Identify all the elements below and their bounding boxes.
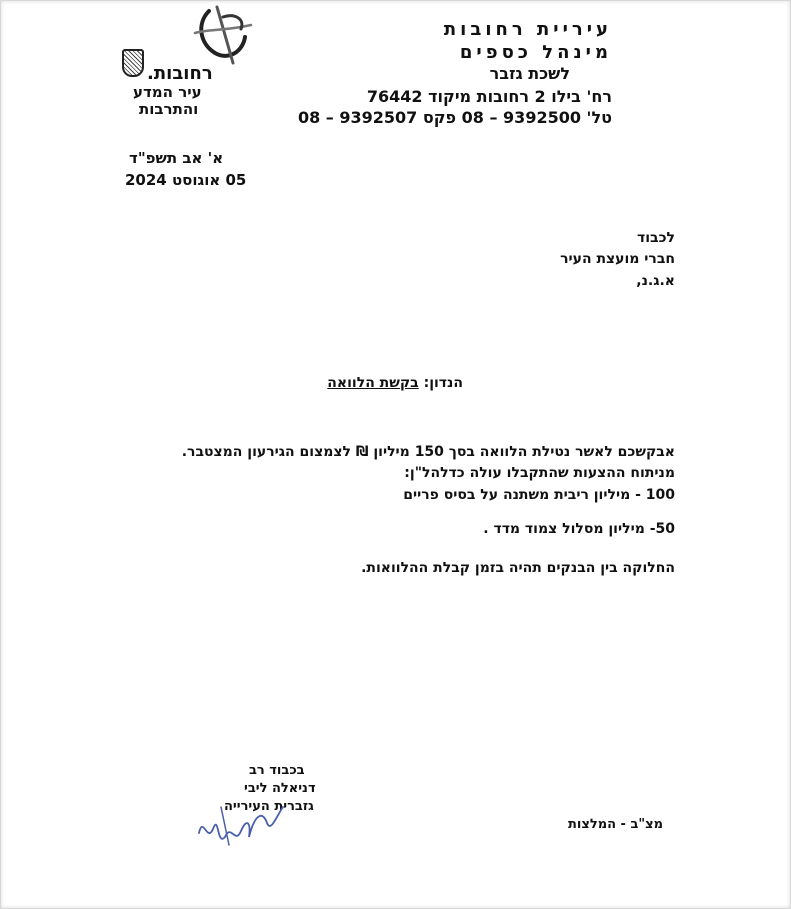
logo-tagline-1: עיר המדע bbox=[133, 83, 202, 101]
subject-label: הנדון: bbox=[423, 375, 463, 391]
addressee-salutation: לכבוד bbox=[637, 230, 675, 246]
rehovot-logo bbox=[109, 3, 259, 123]
handwritten-signature-icon bbox=[191, 793, 291, 851]
signature-title: גזברית העירייה bbox=[224, 799, 314, 814]
body-prime-loan: 100 - מיליון ריבית משתנה על בסיס פריים bbox=[403, 487, 675, 503]
header-phone-fax: טל' 9392500 – 08 פקס 9392507 – 08 bbox=[297, 108, 612, 127]
addressee-recipients: חברי מועצת העיר bbox=[560, 251, 675, 267]
header-finance-division: מינהל כספים bbox=[459, 42, 612, 63]
body-request: אבקשכם לאשר נטילת הלוואה בסך 150 מיליון ₪ לצמצום הגירעון המצטבר. bbox=[181, 444, 675, 460]
header-address: רח' בילו 2 רחובות מיקוד 76442 bbox=[366, 87, 612, 106]
attachment-note: מצ"ב - המלצות bbox=[568, 817, 664, 832]
body-analysis: מניתוח ההצעות שהתקבלו עולה כדלהל"ן: bbox=[404, 465, 675, 481]
body-index-loan: 50- מיליון מסלול צמוד מדד . bbox=[483, 521, 675, 537]
date-gregorian: 05 אוגוסט 2024 bbox=[125, 171, 247, 189]
city-emblem-icon bbox=[122, 49, 144, 77]
logo-city-name: רחובות. bbox=[147, 63, 213, 84]
addressee-greeting: א.ג.נ, bbox=[636, 273, 675, 289]
subject-text: בקשת הלוואה bbox=[327, 375, 419, 391]
signature-name: דניאלה ליבי bbox=[244, 781, 316, 796]
body-bank-split: החלוקה בין הבנקים תהיה בזמן קבלת ההלוואות. bbox=[361, 560, 675, 576]
subject-line bbox=[327, 375, 463, 391]
header-municipality: עיריית רחובות bbox=[443, 19, 612, 40]
signature-closing: בכבוד רב bbox=[249, 763, 305, 778]
date-hebrew: א' אב תשפ"ד bbox=[129, 149, 224, 167]
logo-tagline-2: והתרבות bbox=[139, 100, 199, 118]
header-department: לשכת גזבר bbox=[489, 64, 570, 83]
